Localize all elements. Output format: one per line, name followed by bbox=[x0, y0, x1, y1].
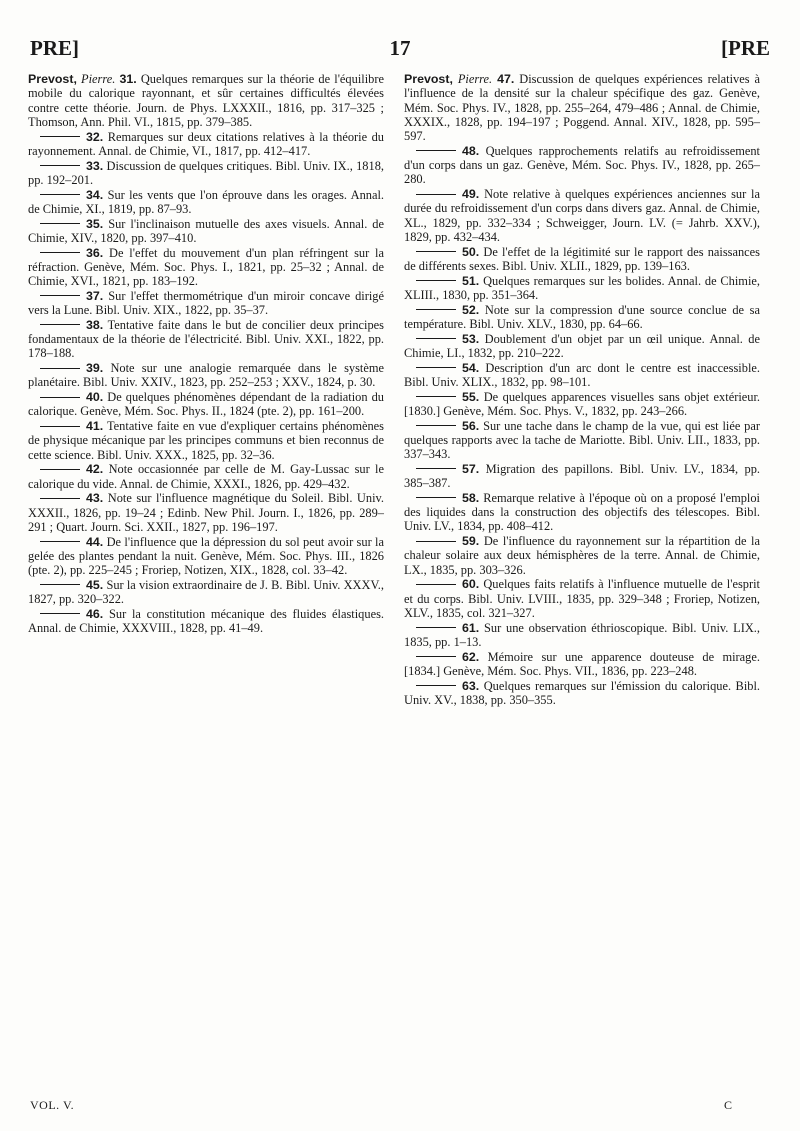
ditto-rule bbox=[40, 498, 80, 499]
entry-text: Discussion de quelques critiques. Bibl. Univ. IX., 1818, pp. 192–201. bbox=[28, 158, 384, 187]
entry-number: 52. bbox=[462, 302, 480, 317]
ditto-rule bbox=[40, 295, 80, 296]
author-given-name: Pierre. bbox=[457, 72, 493, 86]
list-item bbox=[404, 462, 760, 491]
list-item bbox=[404, 679, 760, 708]
entry-text: De l'influence que la dépression du sol peut avoir sur la gelée des plantes pendant la nuit. Genève, Mém. Soc. Phys. III., 1826 (pte. 2), pp. 225–245 ; Froriep, Notizen, XIX., 1828, col. 33–42. bbox=[28, 534, 384, 577]
entry-number: 57. bbox=[462, 461, 480, 476]
ditto-rule bbox=[40, 541, 80, 542]
header-left: PRE] bbox=[30, 36, 79, 60]
entry-number: 60. bbox=[462, 577, 480, 592]
entry-text: Tentative faite en vue d'expliquer certains phénomènes de physique mécanique par les principes communs et bien reconnus de cette science. Bibl. Univ. XXX., 1825, pp. 32–36. bbox=[28, 419, 384, 462]
entry-text: Sur les vents que l'on éprouve dans les orages. Annal. de Chimie, XI., 1819, pp. 87–93. bbox=[28, 187, 384, 216]
entry-number: 31. bbox=[119, 72, 137, 86]
entry-text: Sur l'effet thermométrique d'un miroir concave dirigé vers la Lune. Bibl. Univ. XIX., 1822, pp. 35–37. bbox=[28, 288, 384, 317]
entry-text: Remarque relative à l'époque où on a proposé l'emploi des liquides dans la construction des objectifs des télescopes. Bibl. Univ. LV., 1834, pp. 408–412. bbox=[404, 490, 760, 534]
list-item bbox=[404, 274, 760, 303]
ditto-rule bbox=[416, 627, 456, 628]
list-item bbox=[28, 217, 384, 246]
entry-number: 47. bbox=[497, 72, 515, 86]
entry-text: Quelques remarques sur la théorie de l'équilibre mobile du calorique rayonnant, et sûr certaines difficultés élevées contre cette théorie. Journ. de Phys. LXXXII., 1816, pp. 317–325 ; Thomson, Ann. Phil. VI., 1815, pp. 379–385. bbox=[28, 72, 384, 129]
list-item bbox=[28, 607, 384, 636]
ditto-rule bbox=[416, 396, 456, 397]
ditto-rule bbox=[40, 426, 80, 427]
entry-number: 32. bbox=[86, 129, 104, 144]
ditto-rule bbox=[40, 469, 80, 470]
list-item bbox=[404, 245, 760, 274]
list-item bbox=[404, 390, 760, 419]
entry-number: 37. bbox=[86, 288, 104, 303]
entry-number: 53. bbox=[462, 331, 480, 346]
list-item bbox=[404, 332, 760, 361]
entry-text: De l'effet de la légitimité sur le rapport des naissances de différents sexes. Bibl. Univ. XLII., 1829, pp. 139–163. bbox=[404, 244, 760, 273]
entry-text: Tentative faite dans le but de concilier deux principes fondamentaux de la théorie de l'électricité. Bibl. Univ. XXI., 1822, pp. 178–188. bbox=[28, 317, 384, 361]
list-item bbox=[28, 535, 384, 578]
entry-text: Note sur la compression d'une source conclue de sa température. Bibl. Univ. XLV., 1830, pp. 64–66. bbox=[404, 302, 760, 331]
entry-number: 41. bbox=[86, 419, 104, 433]
ditto-rule bbox=[416, 685, 456, 686]
entry-text: Remarques sur deux citations relatives à la théorie du rayonnement. Annal. de Chimie, VI., 1817, pp. 412–417. bbox=[28, 129, 384, 158]
entry-number: 49. bbox=[462, 187, 480, 201]
entry-text: Sur une tache dans le champ de la vue, qui est liée par quelques rapports avec la tache de Mariotte. Bibl. Univ. LII., 1833, pp. 337–343. bbox=[404, 418, 760, 461]
entry-text: Note sur une analogie remarquée dans le système planétaire. Bibl. Univ. XXIV., 1823, pp. 252–253 ; XXV., 1824, p. 30. bbox=[28, 361, 384, 390]
ditto-rule bbox=[416, 468, 456, 469]
list-item bbox=[28, 361, 384, 390]
entry-text: Sur une observation éthrioscopique. Bibl. Univ. LIX., 1835, pp. 1–13. bbox=[404, 620, 760, 649]
ditto-rule bbox=[416, 309, 456, 310]
entry-text: Sur la vision extraordinaire de J. B. Bibl. Univ. XXXV., 1827, pp. 320–322. bbox=[28, 577, 384, 606]
entry-number: 63. bbox=[462, 678, 480, 693]
ditto-rule bbox=[416, 194, 456, 195]
list-item bbox=[404, 144, 760, 187]
entry-number: 45. bbox=[86, 577, 104, 592]
list-item bbox=[404, 650, 760, 679]
entry-number: 44. bbox=[86, 534, 104, 549]
page-number: 17 bbox=[389, 36, 411, 60]
list-item bbox=[28, 130, 384, 159]
entry-number: 58. bbox=[462, 490, 480, 505]
entry-number: 62. bbox=[462, 649, 480, 664]
left-column bbox=[28, 72, 384, 636]
ditto-rule bbox=[40, 165, 80, 166]
ditto-rule bbox=[416, 584, 456, 585]
list-item bbox=[28, 318, 384, 361]
ditto-rule bbox=[416, 338, 456, 339]
running-header bbox=[30, 36, 770, 66]
entry-list bbox=[28, 130, 384, 636]
ditto-rule bbox=[40, 136, 80, 137]
ditto-rule bbox=[40, 368, 80, 369]
entry-number: 42. bbox=[86, 462, 104, 477]
ditto-rule bbox=[40, 252, 80, 253]
entry-text: Quelques rapprochements relatifs au refroidissement d'un corps dans un gaz. Genève, Mém. Soc. Phys. IV., 1828, pp. 265–280. bbox=[404, 143, 760, 187]
ditto-rule bbox=[416, 425, 456, 426]
ditto-rule bbox=[40, 223, 80, 224]
entry-number: 38. bbox=[86, 317, 104, 332]
list-item bbox=[28, 289, 384, 318]
list-item bbox=[28, 491, 384, 534]
ditto-rule bbox=[40, 324, 80, 325]
ditto-rule bbox=[40, 613, 80, 614]
entry-text: Mémoire sur une apparence douteuse de mirage. [1834.] Genève, Mém. Soc. Phys. VII., 1836, pp. 223–248. bbox=[404, 649, 760, 678]
entry-number: 33. bbox=[86, 158, 104, 173]
entry-text: Note relative à quelques expériences anciennes sur la durée du refroidissement d'un corps dans divers gaz. Annal. de Chimie, XL., 1829, pp. 332–334 ; Schweigger, Journ. LV. (= Jahrb. XXV.), 1829, pp. 432–434. bbox=[404, 187, 760, 244]
entry-first bbox=[28, 72, 384, 129]
ditto-rule bbox=[416, 497, 456, 498]
author-given-name: Pierre. bbox=[81, 72, 116, 86]
list-item bbox=[404, 491, 760, 534]
ditto-rule bbox=[416, 367, 456, 368]
ditto-rule bbox=[416, 656, 456, 657]
list-item bbox=[404, 534, 760, 577]
list-item bbox=[404, 361, 760, 390]
entry-number: 50. bbox=[462, 244, 480, 259]
entry-number: 48. bbox=[462, 143, 480, 158]
entry-text: Quelques faits relatifs à l'influence mutuelle de l'esprit et du corps. Bibl. Univ. LVIII., 1835, pp. 329–348 ; Froriep, Notizen, XLV., 1835, col. 321–327. bbox=[404, 577, 760, 620]
list-item bbox=[404, 621, 760, 650]
entry-text: De l'influence du rayonnement sur la répartition de la chaleur solaire aux deux hémisphères de la terre. Annal. de Chimie, LX., 1835, pp. 303–326. bbox=[404, 534, 760, 577]
entry-text: Quelques remarques sur l'émission du calorique. Bibl. Univ. XV., 1838, pp. 350–355. bbox=[404, 678, 760, 707]
entry-list bbox=[404, 144, 760, 707]
volume-label: VOL. V. bbox=[30, 1098, 75, 1112]
list-item bbox=[404, 577, 760, 620]
list-item bbox=[28, 390, 384, 419]
list-item bbox=[28, 462, 384, 491]
entry-number: 56. bbox=[462, 418, 480, 433]
entry-text: Sur la constitution mécanique des fluides élastiques. Annal. de Chimie, XXXVIII., 1828, pp. 41–49. bbox=[28, 606, 384, 635]
ditto-rule bbox=[40, 397, 80, 398]
list-item bbox=[28, 188, 384, 217]
list-item bbox=[28, 246, 384, 289]
header-right: [PRE bbox=[721, 36, 770, 60]
ditto-rule bbox=[40, 194, 80, 195]
entry-text: Discussion de quelques expériences relatives à l'influence de la densité sur la chaleur spécifique des gaz. Genève, Mém. Soc. Phys. IV., 1828, pp. 255–264, 479–486 ; Annal. de Chimie, XXXIX., 1828, pp. 194–197 ; Poggend. Annal. XIV., 1828, pp. 595–597. bbox=[404, 72, 760, 143]
list-item bbox=[28, 419, 384, 462]
entry-number: 34. bbox=[86, 187, 104, 202]
list-item bbox=[28, 578, 384, 607]
entry-number: 46. bbox=[86, 606, 104, 621]
list-item bbox=[404, 419, 760, 462]
entry-number: 39. bbox=[86, 361, 104, 375]
entry-number: 36. bbox=[86, 245, 104, 260]
list-item bbox=[28, 159, 384, 188]
entry-first bbox=[404, 72, 760, 143]
entry-number: 54. bbox=[462, 360, 480, 375]
entry-text: Migration des papillons. Bibl. Univ. LV., 1834, pp. 385–387. bbox=[404, 461, 760, 490]
entry-number: 35. bbox=[86, 216, 104, 231]
ditto-rule bbox=[416, 251, 456, 252]
entry-text: Description d'un arc dont le centre est inaccessible. Bibl. Univ. XLIX., 1832, pp. 98–101. bbox=[404, 360, 760, 389]
list-item bbox=[404, 187, 760, 244]
entry-number: 55. bbox=[462, 389, 480, 404]
right-column bbox=[404, 72, 760, 708]
entry-text: De quelques apparences visuelles sans objet extérieur. [1830.] Genève, Mém. Soc. Phys. V., 1832, pp. 243–266. bbox=[404, 389, 760, 418]
entry-text: Note occasionnée par celle de M. Gay-Lussac sur le calorique du vide. Annal. de Chimie, XXXI., 1826, pp. 429–432. bbox=[28, 462, 384, 491]
ditto-rule bbox=[40, 584, 80, 585]
entry-number: 59. bbox=[462, 534, 480, 548]
ditto-rule bbox=[416, 150, 456, 151]
entry-text: De quelques phénomènes dépendant de la radiation du calorique. Genève, Mém. Soc. Phys. II., 1824 (pte. 2), pp. 161–200. bbox=[28, 390, 384, 419]
entry-number: 61. bbox=[462, 620, 480, 635]
entry-text: Doublement d'un objet par un œil unique. Annal. de Chimie, LI., 1832, pp. 210–222. bbox=[404, 331, 760, 360]
entry-number: 40. bbox=[86, 390, 104, 404]
entry-number: 43. bbox=[86, 491, 104, 506]
entry-text: Note sur l'influence magnétique du Soleil. Bibl. Univ. XXXII., 1826, pp. 19–24 ; Edinb. New Phil. Journ. I., 1826, pp. 289–291 ; Quart. Journ. Sci. XXII., 1827, pp. 196–197. bbox=[28, 491, 384, 534]
author-name: Prevost, bbox=[404, 72, 453, 86]
signature-mark: C bbox=[724, 1098, 733, 1112]
ditto-rule bbox=[416, 541, 456, 542]
list-item bbox=[404, 303, 760, 332]
ditto-rule bbox=[416, 280, 456, 281]
entry-text: De l'effet du mouvement d'un plan réfringent sur la réfraction. Genève, Mém. Soc. Phys. I., 1821, pp. 25–32 ; Annal. de Chimie, XVI., 1821, pp. 183–192. bbox=[28, 245, 384, 288]
entry-number: 51. bbox=[462, 273, 480, 288]
author-name: Prevost, bbox=[28, 72, 77, 86]
entry-text: Sur l'inclinaison mutuelle des axes visuels. Annal. de Chimie, XIV., 1820, pp. 397–410. bbox=[28, 216, 384, 245]
entry-text: Quelques remarques sur les bolides. Annal. de Chimie, XLIII., 1830, pp. 351–364. bbox=[404, 273, 760, 302]
